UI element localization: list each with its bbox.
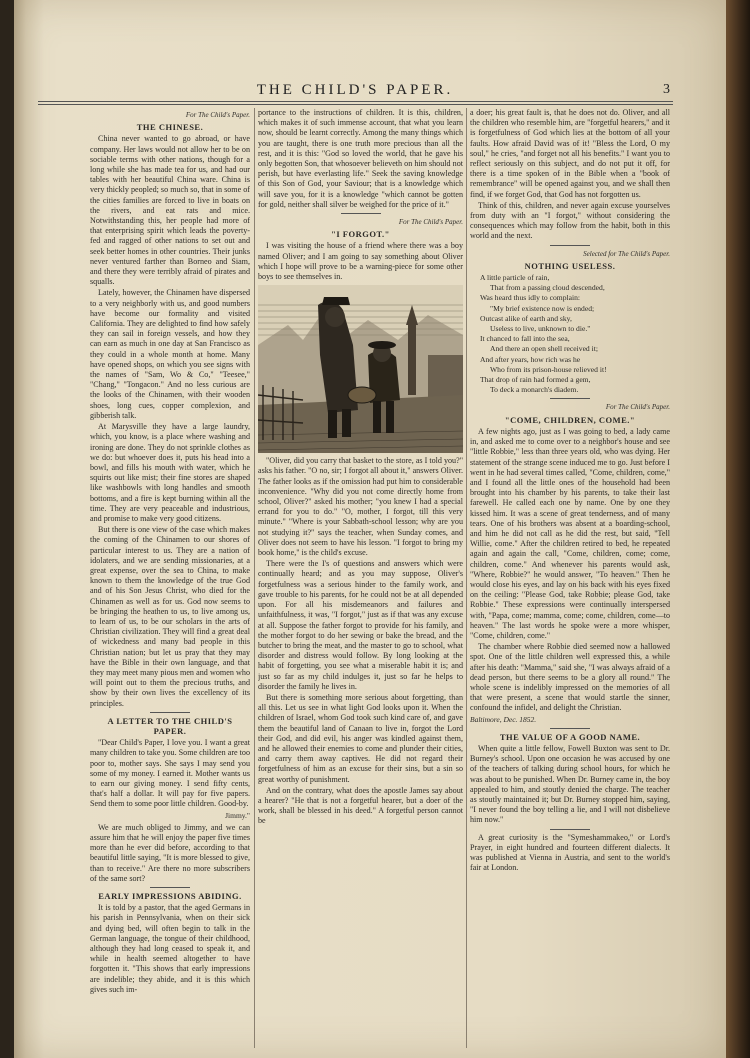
page-number: 3: [663, 82, 670, 97]
paragraph: The chamber where Robbie died seemed now a hallowed spot. One of the little children well expressed this, a while after his death: "Mamma," said she, "I was always afraid of a dead person, but there seems to be a glory all round." The whole scene is indelibly impressed on the memories of all that were present, a scene that would startle the sinner, confound the infidel, and delight the Christian.: [470, 642, 670, 713]
poem-line: Was heard thus idly to complain:: [480, 293, 580, 303]
paragraph: There were the I's of questions and answers which were continually heard; and as you may suppose, Oliver's forgetfulness was a serious hinder to the family work, and gave trouble to his parents, for he could not be at all depended upon. For all his misdemeanors and failures and unfaithfulness, it was, "I forgot," just as if that was any excuse at all. Suppose the father forgot to provide for his family, and the mother forgot to do her sewing or bake the bread, and the butcher to bring the meat, and the master to go to school, what disorder and distress would follow. By long looking at the habit of forgetting, you see what a miserable habit it is; and just so far as my child indulges it, just so far he helps to disorder the family he lives in.: [258, 559, 463, 691]
dateline: Baltimore, Dec. 1852.: [470, 714, 537, 724]
paragraph: I was visiting the house of a friend where there was a boy named Oliver; and I am going to say something about Oliver which I hope will prove to be a warning-piece for some other boys to see themselves in.: [258, 241, 463, 282]
paragraph: portance to the instructions of children. It is this, children, which makes it of such immense account, that what you learn now, should be learnt correctly. Among the many things which you are taught, there is one truth more precious than all the rest, and it is this: "God so loved the world, that he gave his only begotten Son, that whosoever believeth on him should not perish, but have everlasting life." Seek the saving knowledge of this Son of God, your Saviour; that is a knowledge which will save you, for it is a knowledge "which cannot be gotten for gold, neither shall silver be weighed for the price of it.": [258, 108, 463, 209]
header-rule-double: [38, 104, 673, 105]
paragraph: At Marysville they have a large laundry, which, you know, is a place where washing and ironing are done. They do not sprinkle clothes as we do: but whoever does it, puts his head into a bowl, and fills his mouth with water, which he squirts out like mist; their fine stores are shaped like washbowls with long handles and smooth bottoms, and a fire is kept burning within all the time. They are very peaceable and industrious, and promise to make very good citizens.: [90, 422, 250, 523]
column-2: [258, 108, 463, 1053]
poem-line: It chanced to fall into the sea,: [480, 334, 570, 344]
paragraph: It is told by a pastor, that the aged Germans in his parish in Pennsylvania, when on their sick and dying bed, will often begin to talk in the German language, the tongue of their childhood, although they had long ceased to speak it, and while in health seemed altogether to have forgotten it. "This shows that early impressions are indelible; they abide, and it is this which gives such im-: [90, 903, 250, 994]
column-3: [470, 108, 670, 1053]
article-heading-good-name: THE VALUE OF A GOOD NAME.: [499, 731, 641, 742]
paragraph: Think of this, children, and never again excuse yourselves from duty with an "I forgot," without considering the consequences which may follow from the habit, both in this world and the next.: [470, 200, 670, 241]
paragraph: "Oliver, did you carry that basket to the store, as I told you?" asks his father. "O no, sir; I forgot all about it," answers Oliver. The father looks as if the omission had put him to considerable inconvenience. "Why did you not come directly home from school, Oliver?" asked his mother; "you knew I had a special errand for you to do." "O, mother, I forgot, till this very minute." "Where is your Sabbath-school lesson; why are you not studying it?" says the teacher, when Sunday comes, and Oliver does not seem to have his lesson. "I forgot to bring my book home," is the child's excuse.: [258, 456, 463, 558]
column-1: [90, 108, 250, 1053]
poem-line: And there an open shell received it;: [490, 344, 598, 354]
paragraph: But there is one view of the case which makes the coming of the Chinamen to our shores of particular interest to us. They are a nation of idolaters, and we are sending missionaries, at a great expense, over the sea to China, to make known to them the knowledge of the true God and of his Son Jesus Christ, who died for the Chinamen as well as for us. God now seems to be bringing the heathen to us, to live among us, to learn of us, to be our scholars in the arts of Christian civilization. They will find a great deal of wickedness and many bad people in this Christian nation; but let us pray that they may have the Bible in their own language, and that they may meet many pious men and women who will point out to them the precious truths, and show by their own lives the excellency of its principles.: [90, 525, 250, 708]
poem-line: Useless to live, unknown to die.": [490, 324, 591, 334]
paragraph: A few nights ago, just as I was going to bed, a lady came in, and asked me to come over to a neighbor's house and see "little Robbie," less than three years old, who was dying. Her statement of the strange scene induced me to go. Just before I went in he had several times called, "Come, children, come," and I found all the little ones of the household had been brought into his chamber by his parents, to take their last farewell. He called each one by name. One by one they kissed him. It was a scene of great tenderness, and of many tears. One of his brothers was absent at a boarding-school, and him he did not call as he did the rest, but said, "Tell Willie, come." After the children retired to bed, he repeated again and again the call, "Come, children, come; come, children, come." And whenever his parents would ask, "Where, Robbie?" he would answer, "To heaven." Then he would close his eyes, and lay on his back with his eyes fixed on the ceiling: "Please God, take Robbie; please God, take Robbie." These expressions were continually interspersed with, "Papa, come; mamma, come; come, children, come—to heaven." The last words he spoke were a more whisper, "Come, children, come.": [470, 426, 670, 640]
poem-line: That from a passing cloud descended,: [490, 283, 605, 293]
article-separator: [150, 887, 190, 888]
paragraph: But there is something more serious about forgetting, than all this. Let us see in what light God looks upon it. When the children of Israel, whom God took such kind care of, and gave them the beautiful land of Canaan to live in, forgot the Lord their God, and did evil, his anger was kindled against them, and he allowed their enemies to come and plunder their cities, and carry them away captives. He did not regard their forgetfulness of him as an excuse for their sins, but a sin so great worthy of punishment.: [258, 692, 463, 784]
header-rule: [38, 101, 673, 102]
article-separator: [550, 245, 590, 246]
paragraph: Lately, however, the Chinamen have dispersed to a very neighborly with us, and good numbers have become our formality and visited California. They are delighted to find how safely they can sail in foreign vessels, and how they can earn as much in one day at San Francisco as they could in a whole month at home. Many have opened shops, on which you see signs with the names of "Sam, Wo & Co," "Teesee," "Chang," "Tongacon." And no less curious are the looks of the Chinamen, with their wooden shoes, long cues, copper complexion, and gibberish talk.: [90, 288, 250, 420]
column-divider: [466, 108, 467, 1048]
paragraph: A great curiosity is the "Symeshammakeo," or Lord's Prayer, in eight hundred and fourteen different dialects. It was published at Vienna in Austria, and sent to the world's fair at London.: [470, 832, 670, 873]
paragraph: "Dear Child's Paper, I love you. I want a great many children to take you. Some children are too poor to, mother says. She says I may send you some of my money. I earned it. Mother wants us to earn our giving money. I send fifty cents, that's half a dollar. It will pay for five papers. Send them to some poor little children. Good-by.: [90, 738, 250, 809]
letter-signature: Jimmy.": [225, 810, 250, 820]
poem-line: That drop of rain had formed a gem,: [480, 375, 591, 385]
article-separator: [550, 398, 590, 399]
paragraph: We are much obliged to Jimmy, and we can assure him that he will enjoy the paper five times more than he ever did before, according to that beautiful little saying, "It is more blessed to give, than to receive." Are there no more subscribers of the same sort?: [90, 822, 250, 883]
paragraph: a doer; his great fault is, that he does not do. Oliver, and all the children who resemble him, are "forgetful hearers," and it is forgetfulness of God which lies at the bottom of all your faults. How afraid David was of it! "Bless the Lord, O my soul," he cries, "and forget not all his benefits." I want you to reflect seriously on this subject, and do not put it off, for there is a time spoken of in the Bible when a "book of remembrance" will be opened against you, and we shall then find, if we forget God, that God has not forgotten us.: [470, 108, 670, 199]
article-separator: [341, 213, 381, 214]
article-separator: [550, 728, 590, 729]
engraving-drawing: [258, 285, 463, 453]
article-heading-the-chinese: THE CHINESE.: [136, 122, 204, 133]
poem-line: To deck a monarch's diadem.: [490, 385, 579, 395]
article-source: For The Child's Paper.: [185, 111, 250, 119]
article-heading-early-impressions: EARLY IMPRESSIONS ABIDING.: [98, 891, 242, 902]
article-source: For The Child's Paper.: [605, 403, 670, 412]
article-heading-nothing-useless: NOTHING USELESS.: [524, 260, 616, 271]
paragraph: And on the contrary, what does the apostle James say about a hearer? "He that is not a forgetful hearer, but a doer of the work, shall be blessed in his deed." A forgetful person cannot be: [258, 785, 463, 826]
book-binding-edge: [726, 0, 750, 1058]
poem: [470, 273, 670, 395]
poem-line: Outcast alike of earth and sky,: [480, 313, 572, 323]
poem-line: And after years, how rich was he: [480, 354, 581, 364]
page-title: THE CHILD'S PAPER.: [256, 82, 454, 98]
poem-line: Who from its prison-house relieved it!: [490, 364, 607, 374]
article-source: For The Child's Paper.: [398, 218, 463, 227]
poem-line: A little particle of rain,: [480, 273, 550, 283]
article-heading-come-children: "COME, CHILDREN, COME.": [504, 414, 636, 425]
article-separator: [550, 829, 590, 830]
paragraph: China never wanted to go abroad, or have company. Her laws would not allow her to be on sociable terms with other nations, though for a long while she has made tea for us, and had our tables with her beautiful China ware. China is very thickly peopled; so much so, that in some of the cities families are forced to live in boats on the rivers, and eat rats and mice. Notwithstanding this, her people had more of that enterprising spirit which leads the poverty-fed and ragged of other nations to set out and seek better homes in other countries. Their junks never ventured farther than Borneo and Siam, and there they were terribly afraid of pirates and squalls.: [90, 134, 250, 287]
article-source: Selected for The Child's Paper.: [583, 249, 670, 258]
article-heading-letter: A LETTER TO THE CHILD'S PAPER.: [107, 715, 233, 736]
poem-line: "My brief existence now is ended;: [490, 303, 595, 313]
engraving-illustration: [258, 285, 463, 453]
paragraph: When quite a little fellow, Fowell Buxton was sent to Dr. Burney's school. Upon one occasion he was accused by one of the teachers of talking during school hours, for which he was about to be punished. When Dr. Burney came in, the boy appealed to him, and stoutly denied the charge. The teacher as stoutly maintained it; but Dr. Burney stopped him, saying, "I never found the boy telling a lie, and I will not disbelieve him now.": [470, 743, 670, 825]
article-separator: [150, 712, 190, 713]
article-heading-i-forgot: "I FORGOT.": [331, 229, 390, 240]
column-divider: [254, 108, 255, 1048]
